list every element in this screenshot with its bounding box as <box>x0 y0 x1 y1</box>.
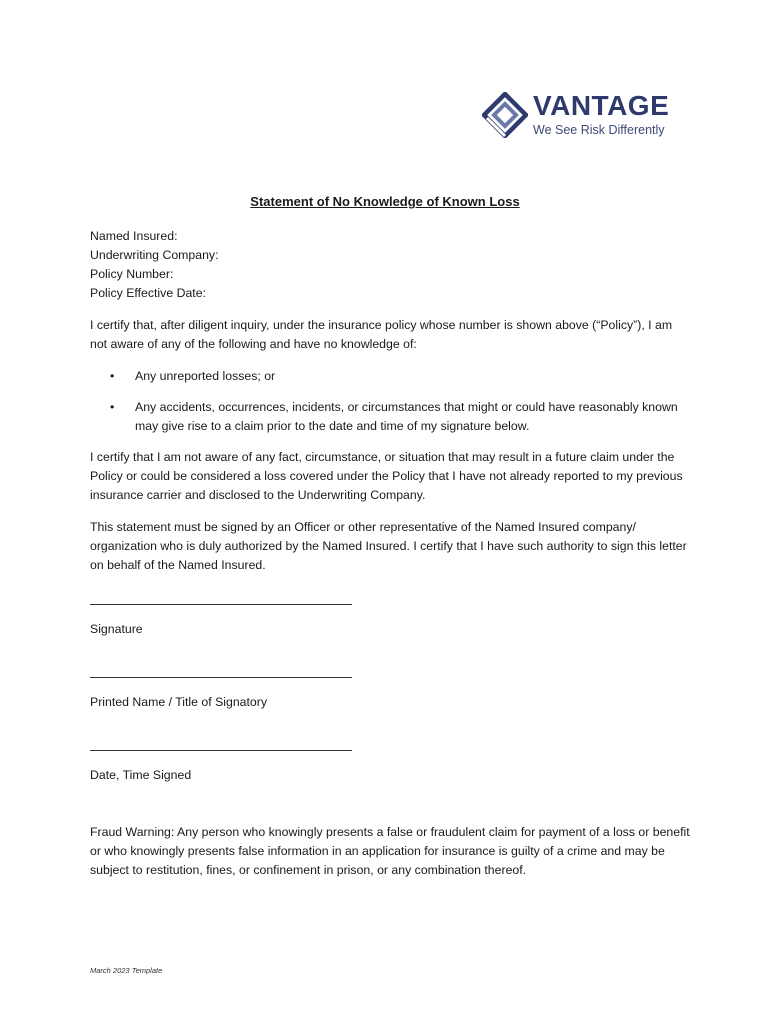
field-underwriting-company: Underwriting Company: <box>90 248 219 262</box>
bullet-list <box>90 367 690 436</box>
company-logo <box>482 90 682 140</box>
printed-name-label: Printed Name / Title of Signatory <box>90 695 268 709</box>
signature-block <box>90 593 690 785</box>
date-time-label: Date, Time Signed <box>90 768 192 782</box>
fraud-warning: Fraud Warning: Any person who knowingly presents a false or fraudulent claim for payment of a loss or benefit or who knowingly presents false information in an application for insurance is guilty of a crime and may be subject to restitution, fines, or confinement in prison, or any combination thereof. <box>90 825 690 877</box>
list-item <box>90 398 690 436</box>
printed-name-line[interactable] <box>90 666 352 678</box>
footer-template-note: March 2023 Template <box>90 966 163 975</box>
field-policy-number: Policy Number: <box>90 267 174 281</box>
document-title: Statement of No Knowledge of Known Loss <box>250 194 520 209</box>
certification-paragraph: I certify that I am not aware of any fact, circumstance, or situation that may result in a future claim under the Policy or could be considered a loss covered under the Policy that I have not already reported to my previous insurance carrier and disclosed to the Underwriting Company. <box>90 450 683 502</box>
brand-tagline: We See Risk Differently <box>533 123 665 137</box>
authority-paragraph: This statement must be signed by an Officer or other representative of the Named Insured company/ organization who is duly authorized by the Named Insured. I certify that I have such authority to sign this letter on behalf of the Named Insured. <box>90 520 687 572</box>
field-policy-effective-date: Policy Effective Date: <box>90 286 206 300</box>
bullet-text: Any unreported losses; or <box>135 369 276 383</box>
list-item <box>90 367 690 386</box>
vantage-logo-mark-icon <box>482 92 528 138</box>
insured-fields <box>90 227 690 303</box>
date-time-line[interactable] <box>90 739 352 751</box>
document-body <box>90 227 690 893</box>
bullet-icon: • <box>110 369 115 383</box>
brand-name: VANTAGE <box>533 90 670 121</box>
bullet-icon: • <box>110 400 115 414</box>
field-named-insured: Named Insured: <box>90 229 178 243</box>
signature-line[interactable] <box>90 593 352 605</box>
bullet-text: Any accidents, occurrences, incidents, or circumstances that might or could have reasonably known may give rise to a claim prior to the date and time of my signature below. <box>135 400 678 433</box>
intro-paragraph: I certify that, after diligent inquiry, under the insurance policy whose number is shown above (“Policy”), I am not aware of any of the following and have no knowledge of: <box>90 318 673 351</box>
signature-label: Signature <box>90 622 143 636</box>
